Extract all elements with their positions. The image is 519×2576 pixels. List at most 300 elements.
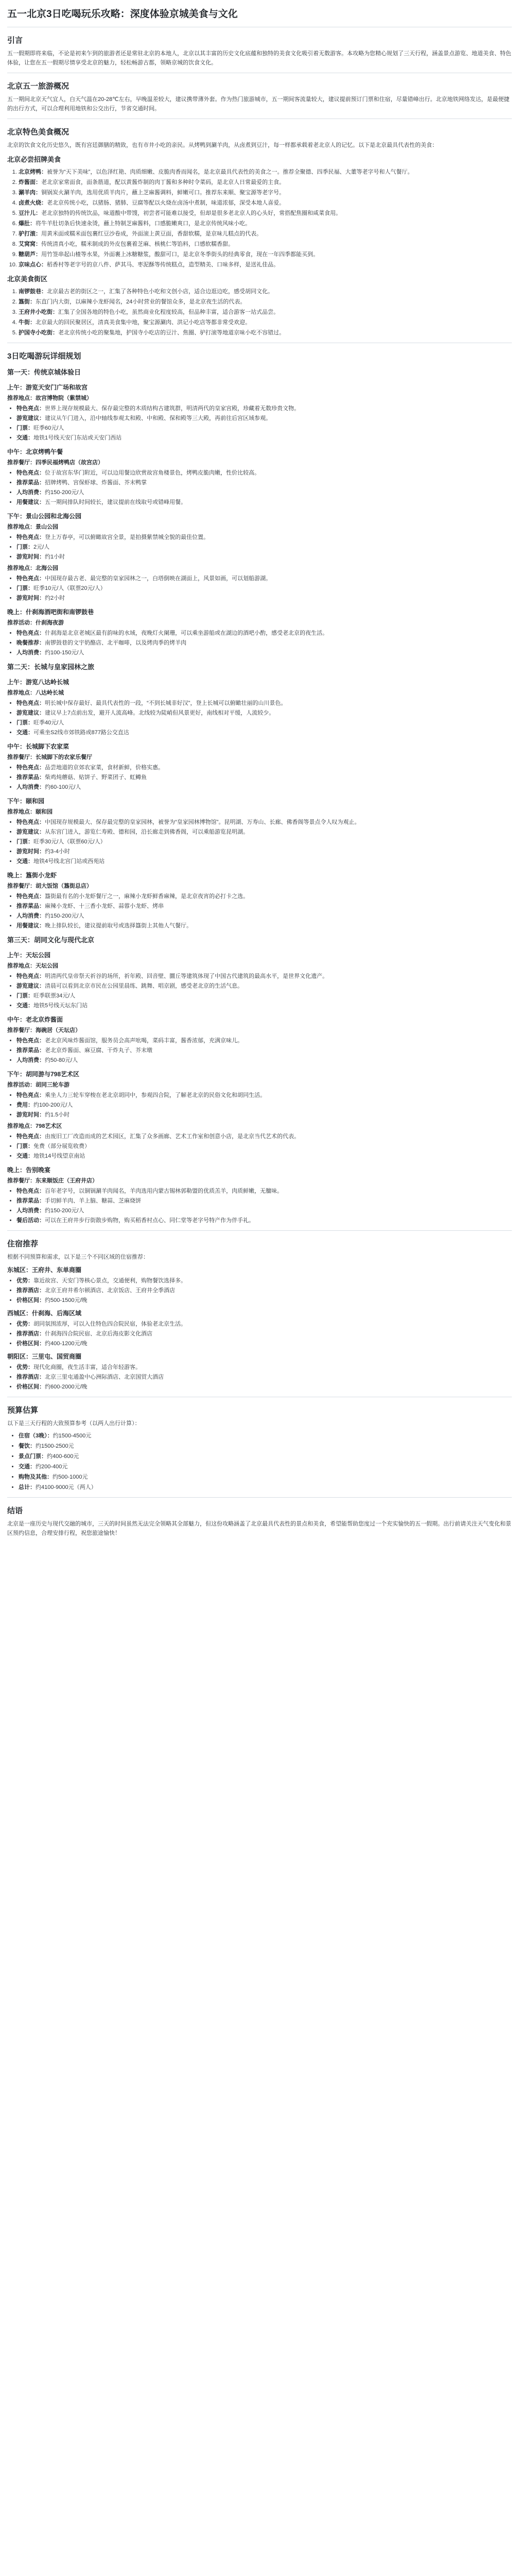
time-block-title: 上午：游览天安门广场和故宫 [7,384,88,391]
time-block-title: 晚上：什刹海酒吧街和南锣鼓巷 [7,608,94,616]
venue-detail-value: 什刹海是北京老城区最有韵味的水域，夜晚灯火阑珊，可以乘坐游船或在湖边的酒吧小酌，感受老北京的夜生活。 [45,630,328,636]
venue-name: 北海公园 [36,565,58,571]
food-street-desc: 北京最大的回民聚居区，清真美食集中地，聚宝源涮肉、洪记小吃店等都非常受欢迎。 [36,319,251,326]
venue-detail-key: 特色亮点： [16,405,45,412]
venue-detail [16,911,512,921]
time-block-title: 上午：天坛公园 [7,952,51,959]
budget-list [7,1431,512,1492]
lodging-detail [16,1372,512,1382]
budget-heading: 预算估算 [7,1406,39,1415]
venue-detail [16,857,512,866]
venue-detail [16,718,512,727]
venue-detail-key: 游览建议： [16,829,45,835]
lodging-areas [7,1265,512,1392]
lodging-detail-value: 什刹海四合院民宿、北京后海皮影文化酒店 [45,1331,152,1337]
venue-detail-key: 游览时间： [16,849,45,855]
venue-detail-value: 约150-200元/人 [45,1208,84,1214]
must-eat-name: 豆汁儿： [19,210,41,216]
must-eat-desc: 将牛羊肚切条后快速汆烫，蘸上特制芝麻酱料，口感脆嫩爽口，是北京传统风味小吃。 [36,221,251,227]
venue-name: 长城脚下的农家乐餐厅 [36,754,92,760]
venue-line [7,1176,512,1185]
venue-detail-key: 用餐建议： [16,499,45,505]
lodging-area-details [7,1319,512,1348]
venue-details [7,533,512,562]
venue-detail-value: 位于故宫东华门附近，可以边用餐边欣赏故宫角楼景色，烤鸭皮脆肉嫩，性价比较高。 [45,470,260,476]
venue-detail [16,708,512,718]
venue-detail-value: 手切鲜羊肉、羊上脑、糖蒜、芝麻烧饼 [45,1198,141,1204]
food-street-item [19,318,512,327]
venue-name: 景山公园 [36,524,58,530]
venue-detail-key: 推荐菜品： [16,903,45,909]
venue-detail [16,981,512,991]
lodging-detail-key: 推荐酒店： [16,1287,45,1294]
venue-detail-value: 簋街最有名的小龙虾餐厅之一，麻辣小龙虾鲜香麻辣，是北京夜宵的必打卡之选。 [45,893,249,900]
venue-detail-key: 特色亮点： [16,1133,45,1140]
itinerary-days [7,367,512,1225]
lodging-detail [16,1329,512,1338]
venue-line [7,961,512,971]
lodging-detail-value: 约400-1200元/晚 [45,1341,88,1347]
venue-detail [16,478,512,487]
must-eat-name: 北京烤鸭： [19,169,47,175]
venue-detail-value: 约3-4小时 [45,849,70,855]
venue-detail [16,837,512,846]
itinerary-day [7,367,512,657]
venue-detail-value: 地铁1号线天安门东站或天安门西站 [33,435,122,441]
must-eat-item [19,198,512,208]
time-block [7,870,512,930]
lodging-area-heading: 东城区：王府井、东单商圈 [7,1266,82,1274]
venue-details [7,1187,512,1225]
venue-detail-value: 晚上排队较长，建议提前取号或选择簋街上其他人气餐厅。 [45,923,192,929]
venue-detail-key: 人均消费： [16,489,45,496]
time-block-title: 中午：北京烤鸭午餐 [7,448,63,455]
time-block [7,511,512,603]
must-eat-item [19,188,512,197]
budget-item-value: 约500-1000元 [53,1474,88,1480]
must-eat-item [19,167,512,177]
venue-label: 推荐地点： [7,395,36,401]
venue-detail [16,728,512,737]
venue-detail-value: 百年老字号，以铜锅涮羊肉闻名，羊肉选用内蒙古锡林郭勒盟的优质羔羊，肉质鲜嫩，无膻味。 [45,1188,283,1194]
venue-detail-key: 特色亮点： [16,1038,45,1044]
venue-detail [16,773,512,782]
venue-label: 推荐地点： [7,963,36,969]
budget-intro: 以下是三天行程的大致预算参考（以两人出行计算）： [7,1420,141,1427]
venue-name: 胡同三轮车游 [36,1082,70,1088]
venue-line [7,1026,512,1035]
venue-detail [16,584,512,593]
venue-detail-key: 游览建议： [16,983,45,989]
venue-detail [16,1142,512,1151]
venue-detail [16,827,512,837]
venue-detail-key: 人均消费： [16,784,45,790]
venue-line [7,1122,512,1131]
venue-detail-value: 明清两代皇帝祭天祈谷的场所，祈年殿、回音壁、圜丘等建筑体现了中国古代建筑的最高水平，是世界文化遗产。 [45,973,328,979]
venue-detail [16,1206,512,1215]
venue-detail [16,1001,512,1010]
lodging-heading: 住宿推荐 [7,1240,39,1248]
venue-detail [16,574,512,583]
venue-detail-key: 特色亮点： [16,470,45,476]
venue-detail [16,699,512,708]
budget-item [19,1483,512,1492]
venue-detail [16,991,512,1001]
venue-detail-key: 游览建议： [16,710,45,716]
venue-label: 推荐餐厅： [7,1178,36,1184]
venue-detail-value: 旺季10元/人（联票20元/人） [33,585,106,591]
venue-name: 海碗居（天坛店） [36,1027,81,1033]
itinerary-day [7,662,512,930]
weather-text: 五一期间北京天气宜人，白天气温在20-28℃左右，早晚温差较大，建议携带薄外套。作为热门旅游城市，五一期间客流量较大，建议提前预订门票和住宿，尽量错峰出行。北京地铁网络发达，是最便捷的出行方式，可以合理利用地铁和公交出行，节省交通时间。 [7,96,510,112]
venue-detail-key: 人均消费： [16,650,45,656]
venue-detail-key: 游览时间： [16,595,45,601]
lodging-detail-key: 价格区间： [16,1341,45,1347]
venue-detail [16,1187,512,1196]
food-street-name: 牛街： [19,319,36,326]
venue-detail-value: 登上万春亭，可以俯瞰故宫全景，是拍摄紫禁城全貌的最佳位置。 [45,534,209,540]
must-eat-item [19,250,512,259]
time-block [7,796,512,866]
venue-detail [16,648,512,657]
time-block-title: 晚上：告别晚宴 [7,1166,51,1174]
venue-name: 八达岭长城 [36,690,64,696]
venue-label: 推荐餐厅： [7,754,36,760]
time-block [7,1014,512,1065]
venue-detail [16,972,512,981]
venue-detail-key: 门票： [16,585,33,591]
venue-detail-key: 餐后活动： [16,1217,45,1224]
food-street-desc: 汇集了全国各地的特色小吃，虽然商业化程度较高，但品种丰富，适合游客一站式品尝。 [58,309,279,315]
venue-line [7,688,512,698]
lodging-detail [16,1339,512,1348]
time-block-title: 下午：景山公园和北海公园 [7,513,82,520]
must-eat-desc: 用黄米面或糯米面包裹红豆沙卷成，外面滚上黄豆面，香甜软糯，是京味儿糕点的代表。 [41,231,262,237]
food-text: 北京的饮食文化历史悠久，既有宫廷御膳的精致，也有市井小吃的亲民。从烤鸭到涮羊肉，从卤煮到豆汁，每一样都承载着老北京人的记忆。以下是北京最具代表性的美食： [7,142,438,148]
venue-detail-key: 游览时间： [16,554,45,560]
time-block-title: 下午：胡同游与798艺术区 [7,1071,80,1078]
lodging-detail [16,1296,512,1305]
venue-detail [16,594,512,603]
venue-line [7,522,512,532]
food-street-name: 簋街： [19,299,36,305]
venue-name: 什刹海夜游 [36,620,64,626]
time-block-title: 中午：长城脚下农家菜 [7,743,70,750]
itinerary-heading: 3日吃喝游玩详细规划 [7,352,81,361]
must-eat-item [19,240,512,249]
venue-detail [16,543,512,552]
lodging-detail-value: 胡同氛围浓厚，可以入住特色四合院民宿，体验老北京生活。 [33,1321,186,1327]
lodging-section [7,1230,512,1392]
food-heading: 北京特色美食概况 [7,128,70,137]
venue-label: 推荐餐厅： [7,460,36,466]
venue-detail [16,1132,512,1141]
lodging-detail [16,1382,512,1392]
venue-detail [16,902,512,911]
venue-detail-key: 游览时间： [16,1112,45,1118]
venue-detail-value: 老北京风味炸酱面馆，服务员会高声吆喝，菜码丰富，酱香浓郁，充满京味儿。 [45,1038,243,1044]
venue-details [7,818,512,866]
budget-section [7,1397,512,1492]
venue-detail-value: 建议早上7点前出发，避开人流高峰。北线较为陡峭但风景更好，南线相对平缓，人流较少。 [45,710,275,716]
venue-label: 推荐地点： [7,1123,36,1129]
budget-item-value: 约1500-4500元 [53,1433,92,1439]
lodging-detail-value: 靠近故宫、天安门等核心景点，交通便利，购物餐饮选择多。 [33,1278,186,1284]
lodging-area-details [7,1276,512,1305]
must-eat-desc: 传统清真小吃，糯米制成的外皮包裹着芝麻、核桃仁等馅料，口感软糯香甜。 [41,241,234,247]
venue-detail-key: 推荐菜品： [16,1047,45,1054]
venue-detail [16,1091,512,1100]
time-block [7,677,512,737]
time-block [7,607,512,657]
lodging-detail-value: 约500-1500元/晚 [45,1297,88,1303]
venue-label: 推荐活动： [7,1082,36,1088]
venue-name: 故宫博物院（紫禁城） [36,395,92,401]
venue-detail-key: 费用： [16,1102,33,1108]
venue-line [7,394,512,403]
budget-item [19,1472,512,1482]
venue-detail-value: 麻辣小龙虾、十三香小龙虾、蒜蓉小龙虾、烤串 [45,903,164,909]
venue-detail [16,763,512,772]
venue-detail-key: 交通： [16,858,33,865]
venue-detail-value: 品尝地道的京郊农家菜，食材新鲜，价格实惠。 [45,765,164,771]
venue-detail-key: 特色亮点： [16,1188,45,1194]
must-eat-item [19,260,512,269]
lodging-detail-value: 约600-2000元/晚 [45,1384,88,1390]
budget-item [19,1452,512,1461]
venue-detail-value: 2元/人 [33,544,50,550]
venue-detail-key: 特色亮点： [16,575,45,582]
venue-detail-key: 特色亮点： [16,534,45,540]
venue-detail-key: 特色亮点： [16,765,45,771]
venue-detail-key: 晚餐推荐： [16,640,45,646]
venue-detail [16,892,512,901]
venue-detail-value: 中国现存规模最大、保存最完整的皇家园林，被誉为“皇家园林博物馆”。昆明湖、万寿山、长廊、佛香阁等景点令人叹为观止。 [45,819,360,825]
food-section [7,118,512,337]
lodging-detail-value: 现代化商圈，夜生活丰富，适合年轻游客。 [33,1364,141,1370]
venue-detail-value: 由废旧工厂改造而成的艺术园区，汇集了众多画廊、艺术工作室和创意小店，是北京当代艺术的代表。 [45,1133,300,1140]
must-eat-desc: 被誉为“天下美味”，以色泽红艳、肉质细嫩、皮脆肉香而闻名，是北京最具代表性的美食之一。推荐全聚德、四季民福、大董等老字号和人气餐厅。 [47,169,413,175]
venue-detail-key: 交通： [16,730,33,736]
time-block [7,950,512,1010]
budget-item-value: 约400-600元 [47,1453,79,1460]
venue-detail [16,552,512,562]
day-heading: 第一天：传统京城体验日 [7,368,81,376]
food-street-desc: 老北京传统小吃的聚集地，护国寺小吃店的豆汁、焦圈、驴打滚等地道京味小吃不容错过。 [58,330,285,336]
lodging-area-details [7,1363,512,1392]
budget-item-key: 住宿（3晚）： [19,1433,53,1439]
must-eat-item [19,209,512,218]
lodging-detail [16,1286,512,1295]
venue-detail-value: 约100-200元/人 [33,1102,73,1108]
venue-detail-value: 约50-80元/人 [45,1057,78,1063]
venue-details [7,404,512,443]
venue-detail [16,1036,512,1045]
venue-detail-value: 清晨可以看到北京市民在公园里晨练、跳舞、唱京剧，感受老北京的生活气息。 [45,983,243,989]
venue-detail-value: 地铁5号线天坛东门站 [33,1003,88,1009]
lodging-detail-key: 价格区间： [16,1384,45,1390]
venue-detail-value: 可以在王府井步行街散步购物，购买稻香村点心、同仁堂等老字号特产作为伴手礼。 [45,1217,254,1224]
must-eat-name: 涮羊肉： [19,190,41,196]
must-eat-name: 糖葫芦： [19,251,41,258]
must-eat-desc: 铜锅炭火涮羊肉，选用优质羊肉片，蘸上芝麻酱调料，鲜嫩可口。推荐东来顺、聚宝源等老字号。 [41,190,285,196]
venue-detail-value: 世界上现存规模最大、保存最完整的木质结构古建筑群，明清两代的皇家宫殿，珍藏着无数珍贵文物。 [45,405,300,412]
venue-detail [16,921,512,930]
venue-detail-key: 门票： [16,839,33,845]
food-street-item [19,287,512,296]
lodging-detail [16,1319,512,1329]
lodging-detail-key: 价格区间： [16,1297,45,1303]
must-eat-name: 爆肚： [19,221,36,227]
budget-item-value: 约1500-2500元 [36,1443,74,1449]
food-street-item [19,297,512,307]
venue-detail-value: 免费（部分展览收费） [33,1143,90,1149]
food-street-name: 南锣鼓巷： [19,289,47,295]
venue-label: 推荐地点： [7,690,36,696]
venue-detail [16,533,512,542]
venue-detail-key: 用餐建议： [16,923,45,929]
venue-line [7,458,512,467]
venue-detail-value: 地铁14号线望京南站 [33,1153,85,1159]
venue-detail-key: 门票： [16,544,33,550]
time-block [7,447,512,507]
venue-detail [16,783,512,792]
venue-line [7,753,512,762]
venue-detail [16,847,512,856]
venue-details [7,468,512,507]
must-eat-name: 艾窝窝： [19,241,41,247]
venue-detail [16,468,512,478]
food-street-item [19,328,512,337]
venue-detail-key: 交通： [16,1153,33,1159]
venue-details [7,1132,512,1161]
venue-details [7,699,512,737]
venue-detail-key: 人均消费： [16,1208,45,1214]
venue-detail [16,1100,512,1110]
venue-detail-value: 约150-200元/人 [45,913,84,919]
food-street-desc: 东直门内大街，以麻辣小龙虾闻名，24小时营业的餐馆众多，是北京夜生活的代表。 [36,299,246,305]
venue-line [7,564,512,573]
time-block [7,1069,512,1161]
streets-heading: 北京美食街区 [7,275,48,283]
day-heading: 第三天：胡同文化与现代北京 [7,936,95,944]
food-street-name: 护国寺小吃街： [19,330,58,336]
document-title: 五一北京3日吃喝玩乐攻略：深度体验京城美食与文化 [7,9,238,20]
venue-name: 天坛公园 [36,963,58,969]
food-street-name: 王府井小吃街： [19,309,58,315]
itinerary-section [7,343,512,1225]
must-eat-desc: 老北京家常面食，面条筋道，配以黄酱炸制的肉丁酱和多种时令菜码，是北京人日常最爱的主食。 [41,179,285,185]
lodging-detail [16,1276,512,1285]
time-block-title: 中午：老北京炸酱面 [7,1016,63,1023]
budget-item-value: 约200-400元 [36,1464,68,1470]
venue-detail-key: 门票： [16,720,33,726]
venue-detail-key: 门票： [16,993,33,999]
venue-details [7,1091,512,1120]
must-eat-name: 卤煮火烧： [19,200,47,206]
lodging-intro: 根据不同预算和需求，以下是三个不同区域的住宿推荐： [7,1254,149,1260]
conclusion-heading: 结语 [7,1506,23,1515]
venue-name: 798艺术区 [36,1123,62,1129]
venue-detail [16,423,512,433]
venue-label: 推荐餐厅： [7,1027,36,1033]
venue-details [7,972,512,1010]
venue-detail-value: 柴鸡炖蘑菇、贴饼子、野菜团子、虹鳟鱼 [45,774,147,781]
budget-item-key: 总计： [19,1484,36,1490]
venue-line [7,1080,512,1090]
weather-section [7,73,512,113]
lodging-area-heading: 朝阳区：三里屯、国贸商圈 [7,1353,82,1360]
venue-name: 颐和园 [36,809,53,815]
venue-detail-value: 约1.5小时 [45,1112,70,1118]
venue-detail [16,433,512,443]
venue-detail-key: 特色亮点： [16,700,45,706]
budget-item-key: 交通： [19,1464,36,1470]
venue-detail-key: 推荐菜品： [16,1198,45,1204]
venue-label: 推荐餐厅： [7,883,36,889]
venue-detail-value: 地铁4号线北宫门站或西苑站 [33,858,105,865]
budget-item-key: 景点门票： [19,1453,47,1460]
venue-name: 胡大饭馆（簋街总店） [36,883,92,889]
venue-detail-key: 门票： [16,1143,33,1149]
must-eat-name: 京味点心： [19,262,47,268]
venue-detail [16,498,512,507]
venue-detail-value: 建议从午门进入，沿中轴线参观太和殿、中和殿、保和殿等三大殿，再前往后宫区域参观。 [45,415,271,421]
venue-details [7,629,512,657]
venue-line [7,618,512,628]
intro-section [7,27,512,67]
venue-label: 推荐地点： [7,565,36,571]
venue-detail [16,1110,512,1120]
venue-detail-key: 特色亮点： [16,819,45,825]
venue-detail [16,818,512,827]
must-eat-item [19,229,512,239]
lodging-detail-key: 优势： [16,1278,33,1284]
time-block [7,1165,512,1225]
venue-detail-key: 特色亮点： [16,1092,45,1098]
venue-line [7,882,512,891]
conclusion-text: 北京是一座历史与现代交融的城市，三天的时间虽然无法完全领略其全部魅力，但这份攻略涵盖了北京最具代表性的景点和美食，希望能帮助您度过一个充实愉快的五一假期。出行前请关注天气变化和景区预约信息，合理安排行程，祝您旅途愉快！ [7,1521,511,1536]
venue-detail-value: 从东宫门进入，游览仁寿殿、德和园，沿长廊走到佛香阁，可以乘船游览昆明湖。 [45,829,249,835]
venue-detail-value: 乘坐人力三轮车穿梭在老北京胡同中，参观四合院，了解老北京的民俗文化和胡同生活。 [45,1092,266,1098]
lodging-area [7,1308,512,1348]
venue-detail [16,404,512,413]
venue-detail-value: 明长城中保存最好、最具代表性的一段，“不到长城非好汉”，登上长城可以俯瞰壮丽的山川景色。 [45,700,287,706]
must-eat-desc: 老北京传统小吃，以猪肠、猪肺、豆腐等配以火烧在卤汤中煮制，味道浓郁，深受本地人喜爱。 [47,200,285,206]
venue-detail-value: 约150-200元/人 [45,489,84,496]
must-eat-desc: 用竹签串起山楂等水果，外面裹上冰糖糖浆，酸甜可口，是北京冬季街头的经典零食，现在一年四季都能买到。 [41,251,319,258]
venue-detail-value: 五一期间排队时间较长，建议提前在线取号或错峰用餐。 [45,499,186,505]
food-street-desc: 北京最古老的街区之一，汇集了各种特色小吃和文创小店，适合边逛边吃，感受胡同文化。 [47,289,273,295]
venue-label: 推荐地点： [7,809,36,815]
lodging-detail-value: 北京三里屯通盈中心洲际酒店、北京国贸大酒店 [45,1374,164,1380]
venue-name: 四季民福烤鸭店（故宫店） [36,460,103,466]
venue-detail-key: 推荐菜品： [16,480,45,486]
venue-name: 东来顺饭庄（王府井店） [36,1178,98,1184]
lodging-area [7,1265,512,1305]
budget-item-key: 购物及其他： [19,1474,53,1480]
must-eat-item [19,219,512,228]
venue-detail-value: 南锣鼓巷的文宇奶酪店、北平咖啡，以及烤肉季的烤羊肉 [45,640,186,646]
itinerary-day [7,935,512,1225]
lodging-detail-key: 推荐酒店： [16,1374,45,1380]
venue-detail-key: 游览建议： [16,415,45,421]
lodging-detail-key: 优势： [16,1321,33,1327]
budget-item [19,1442,512,1451]
lodging-area-heading: 西城区：什刹海、后海区域 [7,1310,82,1317]
venue-detail-value: 旺季联票34元/人 [33,993,76,999]
venue-details [7,763,512,792]
